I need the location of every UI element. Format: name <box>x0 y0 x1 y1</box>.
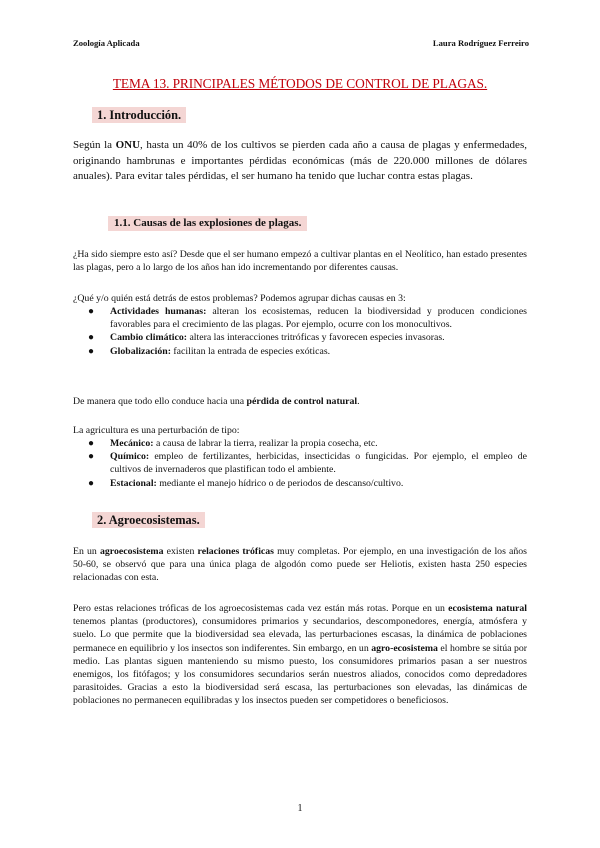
list-item-term: Globalización: <box>110 345 171 357</box>
text-run: tenemos plantas (productores), consumidores primarios y secundarios, descomponedores, energía, atmósfera y suelo. Lo que permite que la biodiversidad sea elevada, las perturbaciones escasas, la dinámica de poblaciones permanece en equilibrio y los insectos son indiferentes. Sin embargo, en un <box>73 616 527 654</box>
list-item <box>73 477 527 490</box>
document-title: TEMA 13. PRINCIPALES MÉTODOS DE CONTROL DE PLAGAS. <box>112 76 488 91</box>
section-heading-introduccion: 1. Introducción. <box>92 107 186 123</box>
text-run: , hasta un 40% de los cultivos se pierden cada año a causa de plagas y enfermedades, originando hambrunas e importantes pérdidas económicas (más de 220.000 millones de dólares anuales). Para evitar tales pérdidas, el ser humano ha tenido que luchar contra estas plagas. <box>73 139 527 183</box>
text-run: el hombre se sitúa por medio. Las plantas siguen manteniendo su mismo puesto, los consumidores primarios pasan a ser nuestros enemigos, los fitófagos; y los consumidores secundarios serán nuestros aliados, conocidos como depredadores parasitoides. Gracias a esto la biodiversidad será escasa, las perturbaciones son elevadas, las dinámicas de poblaciones no permanecen equilibradas y los insectos pueden ser competidores o beneficiosos. <box>73 642 527 707</box>
conclusion-paragraph <box>73 395 527 408</box>
list-item-term: Estacional: <box>110 477 157 489</box>
agro-paragraph-2 <box>73 602 527 708</box>
list-item <box>73 331 527 344</box>
agro-paragraph-1 <box>73 545 527 585</box>
text-run: muy completas. Por ejemplo, en una investigación de los años 50-60, se observó que para una única plaga de algodón como puede ser Heliotis, existen hasta 250 especies relacionadas con esta. <box>73 546 527 584</box>
text-run-bold: agroecosistema <box>100 546 164 557</box>
bullet-icon: ● <box>88 345 95 357</box>
list-item-term: Actividades humanas: <box>110 306 207 317</box>
text-run-bold: agro-ecosistema <box>371 642 438 654</box>
bullet-icon: ● <box>88 451 95 463</box>
text-run: De manera que todo ello conduce hacia una <box>73 396 247 407</box>
intro-paragraph <box>73 138 527 185</box>
page-number: 1 <box>297 803 303 814</box>
list-item-text: alteran los ecosistemas, reducen la biodiversidad y producen condiciones favorables para el crecimiento de las plagas. Por ejemplo, ocurre con los monocultivos. <box>110 306 527 331</box>
bullet-icon: ● <box>88 306 95 317</box>
text-run: En un <box>73 546 100 557</box>
list-item-text: empleo de fertilizantes, herbicidas, insecticidas o fungicidas. Por ejemplo, el empleo de cultivos de invernaderos que plastifican todo el ambiente. <box>110 451 527 476</box>
text-run-bold: pérdida de control natural <box>246 396 358 407</box>
text-run-bold: ecosistema natural <box>448 603 527 614</box>
text-run: . <box>357 396 360 407</box>
causes-paragraph-1: ¿Ha sido siempre esto así? Desde que el ser humano empezó a cultivar plantas en el Neolítico, han estado presentes las plagas, pero a lo largo de los años han ido incrementando por diferentes causas. <box>73 249 527 274</box>
list-item-term: Mecánico: <box>110 438 154 449</box>
text-run: existen <box>163 546 198 557</box>
bullet-icon: ● <box>88 477 95 489</box>
section-heading-agroecosistemas: 2. Agroecosistemas. <box>92 512 205 528</box>
list-item-text: a causa de labrar la tierra, realizar la propia cosecha, etc. <box>153 438 378 449</box>
text-run: Pero estas relaciones tróficas de los agroecosistemas cada vez están más rotas. Porque en un <box>73 603 449 614</box>
subsection-heading-causas: 1.1. Causas de las explosiones de plagas. <box>108 216 307 231</box>
bullet-icon: ● <box>88 332 95 344</box>
list-item <box>73 450 527 476</box>
header-right: Laura Rodríguez Ferreiro <box>432 38 529 48</box>
list-item-text: altera las interacciones tritróficas y favorecen especies invasoras. <box>187 332 445 344</box>
list-item-term: Químico: <box>110 451 150 463</box>
text-run-bold: relaciones tróficas <box>197 546 274 557</box>
list-item <box>73 305 527 331</box>
list-item-text: facilitan la entrada de especies exóticas. <box>170 345 331 357</box>
list-item <box>73 437 527 450</box>
perturbation-types-list <box>73 437 527 490</box>
causes-paragraph-2: ¿Qué y/o quién está detrás de estos problemas? Podemos agrupar dichas causas en 3: <box>73 293 406 304</box>
list-item <box>73 345 527 358</box>
text-run: Según la <box>73 139 116 151</box>
perturbation-paragraph: La agricultura es una perturbación de tipo: <box>73 425 240 436</box>
text-run-bold: ONU <box>115 139 141 151</box>
list-item-term: Cambio climático: <box>110 332 187 344</box>
header-left: Zoología Aplicada <box>73 38 140 48</box>
list-item-text: mediante el manejo hídrico o de periodos de descanso/cultivo. <box>156 477 404 489</box>
bullet-icon: ● <box>88 438 95 449</box>
causes-list <box>73 305 527 358</box>
